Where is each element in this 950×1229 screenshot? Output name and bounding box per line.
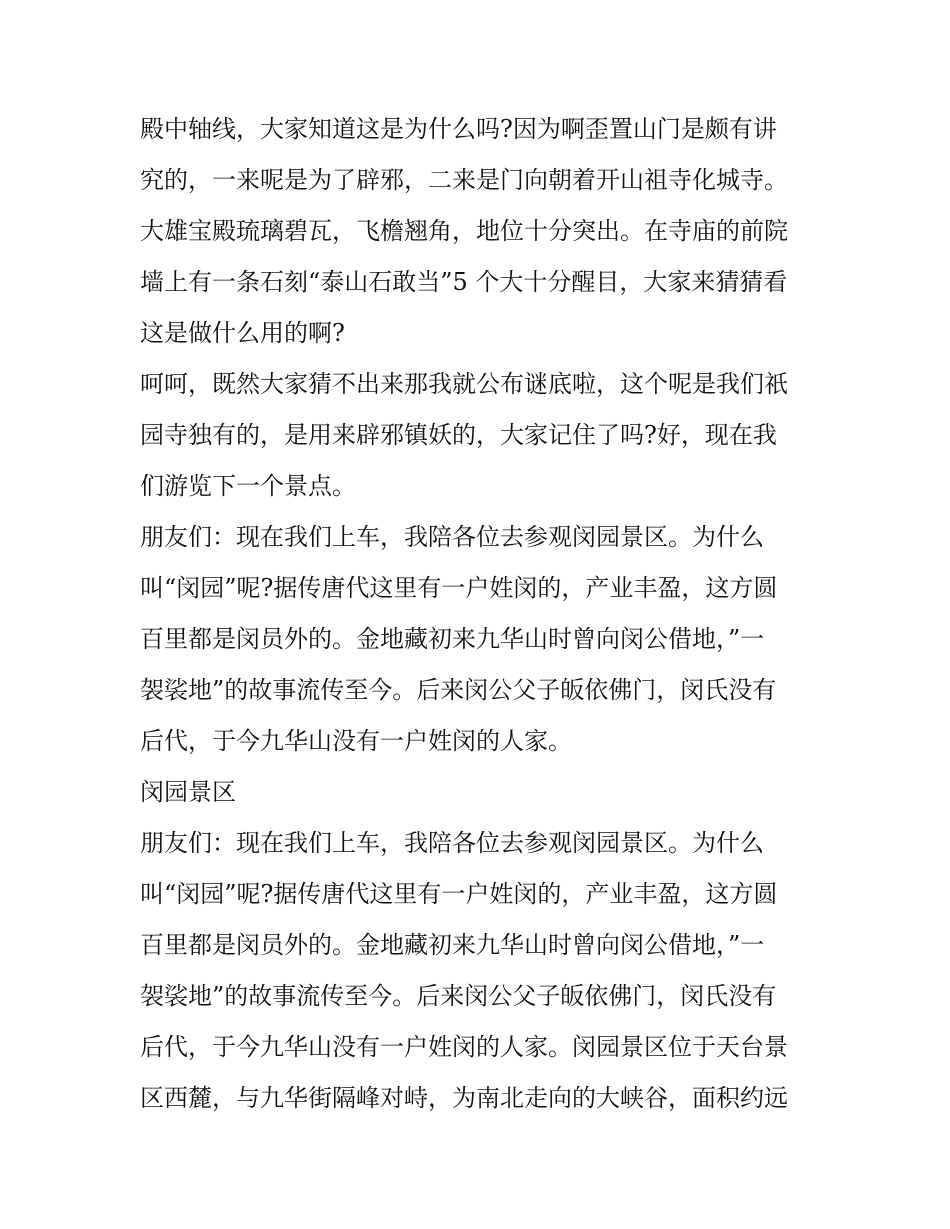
section-heading: 闵园景区 (140, 778, 236, 806)
body-text (140, 104, 830, 1124)
text-line: 百里都是闵员外的。金地藏初来九华山时曾向闵公借地，”一 (140, 625, 765, 653)
text-line: 大雄宝殿琉璃碧瓦，飞檐翘角，地位十分突出。在寺庙的前院 (140, 217, 788, 245)
text-line: 究的，一来呢是为了辟邪，二来是门向朝着开山祖寺化城寺。 (140, 166, 788, 194)
text-line: 呵呵，既然大家猜不出来那我就公布谜底啦，这个呢是我们祇 (140, 370, 788, 398)
text-line: 袈裟地”的故事流传至今。后来闵公父子皈依佛门，闵氏没有 (140, 676, 777, 704)
text-line: 百里都是闵员外的。金地藏初来九华山时曾向闵公借地，”一 (140, 931, 765, 959)
text-line: 们游览下一个景点。 (140, 472, 356, 500)
text-line: 朋友们：现在我们上车，我陪各位去参观闵园景区。为什么 (140, 829, 764, 857)
text-line: 区西麓，与九华街隔峰对峙，为南北走向的大峡谷，面积约远 (140, 1084, 788, 1112)
text-line: 叫“闵园”呢?据传唐代这里有一户姓闵的，产业丰盈，这方圆 (140, 574, 778, 602)
text-line: 朋友们：现在我们上车，我陪各位去参观闵园景区。为什么 (140, 523, 764, 551)
text-line: 墙上有一条石刻“泰山石敢当”5 个大十分醒目，大家来猜猜看 (140, 268, 788, 296)
text-line: 这是做什么用的啊? (140, 319, 345, 347)
text-line: 殿中轴线，大家知道这是为什么吗?因为啊歪置山门是颇有讲 (140, 115, 777, 143)
text-line: 后代，于今九华山没有一户姓闵的人家。闵园景区位于天台景 (140, 1033, 788, 1061)
text-line: 园寺独有的，是用来辟邪镇妖的，大家记住了吗?好，现在我 (140, 421, 777, 449)
text-line: 后代，于今九华山没有一户姓闵的人家。 (140, 727, 572, 755)
text-line: 袈裟地”的故事流传至今。后来闵公父子皈依佛门，闵氏没有 (140, 982, 777, 1010)
text-line: 叫“闵园”呢?据传唐代这里有一户姓闵的，产业丰盈，这方圆 (140, 880, 778, 908)
